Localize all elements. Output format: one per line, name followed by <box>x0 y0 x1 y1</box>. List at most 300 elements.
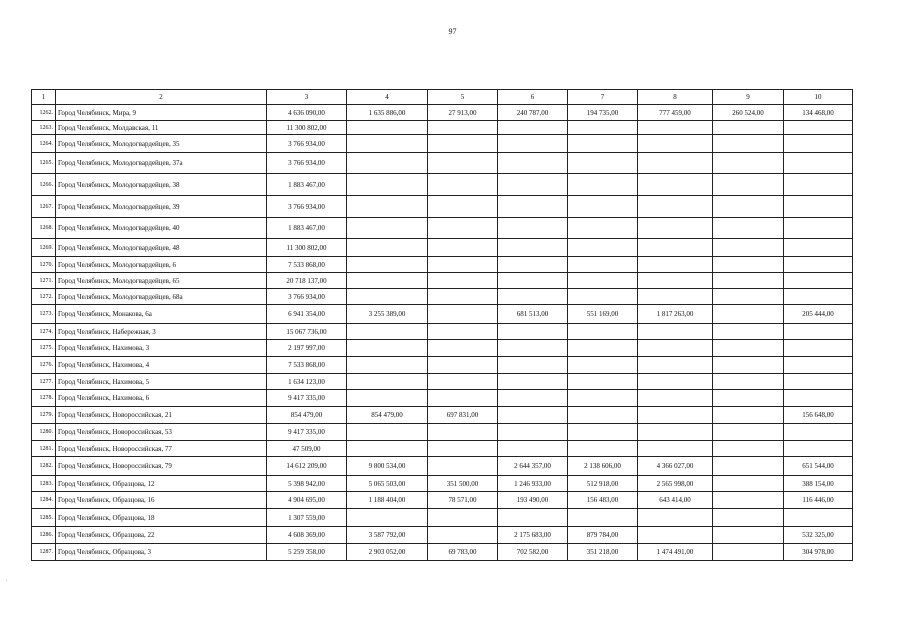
amount-cell <box>498 257 568 273</box>
address-cell: Город Челябинск, Образцова, 18 <box>56 509 267 527</box>
amount-cell <box>784 153 853 174</box>
address-cell: Город Челябинск, Молодогвардейцев, 38 <box>56 174 267 196</box>
column-header: 7 <box>568 90 638 105</box>
amount-cell: 3 587 792,00 <box>347 527 428 544</box>
address-cell: Город Челябинск, Образцова, 22 <box>56 527 267 544</box>
address-cell: Город Челябинск, Образцова, 16 <box>56 492 267 509</box>
amount-cell: 1 817 263,00 <box>638 305 713 324</box>
amount-cell <box>347 196 428 218</box>
amount-cell <box>713 289 784 305</box>
column-header: 5 <box>428 90 498 105</box>
amount-cell: 69 783,00 <box>428 544 498 561</box>
amount-cell <box>638 527 713 544</box>
table-row <box>32 544 853 561</box>
amount-cell: 9 417 335,00 <box>267 390 347 407</box>
amount-cell <box>428 441 498 457</box>
amount-cell <box>498 174 568 196</box>
amount-cell <box>784 357 853 374</box>
amount-cell <box>347 135 428 153</box>
amount-cell <box>784 135 853 153</box>
amount-cell <box>638 509 713 527</box>
amount-cell <box>784 424 853 441</box>
amount-cell <box>713 424 784 441</box>
amount-cell <box>428 390 498 407</box>
table-row <box>32 527 853 544</box>
row-number: 1280. <box>32 424 56 441</box>
amount-cell <box>498 374 568 390</box>
amount-cell <box>638 407 713 424</box>
amount-cell <box>784 239 853 257</box>
amount-cell <box>568 218 638 239</box>
amount-cell: 4 636 090,00 <box>267 105 347 121</box>
amount-cell <box>713 492 784 509</box>
amount-cell: 4 366 027,00 <box>638 457 713 476</box>
row-number: 1263. <box>32 121 56 135</box>
amount-cell <box>498 289 568 305</box>
table-row <box>32 135 853 153</box>
amount-cell <box>638 121 713 135</box>
scan-mark: . <box>6 577 8 583</box>
amount-cell <box>498 357 568 374</box>
amount-cell: 2 903 052,00 <box>347 544 428 561</box>
row-number: 1278. <box>32 390 56 407</box>
amount-cell <box>638 357 713 374</box>
row-number: 1264. <box>32 135 56 153</box>
amount-cell <box>568 153 638 174</box>
amount-cell <box>428 153 498 174</box>
address-cell: Город Челябинск, Мира, 9 <box>56 105 267 121</box>
row-number: 1266. <box>32 174 56 196</box>
amount-cell: 1 307 559,00 <box>267 509 347 527</box>
amount-cell: 14 612 209,00 <box>267 457 347 476</box>
amount-cell <box>713 544 784 561</box>
amount-cell <box>568 324 638 340</box>
amount-cell <box>568 357 638 374</box>
amount-cell: 351 218,00 <box>568 544 638 561</box>
address-cell: Город Челябинск, Образцова, 12 <box>56 476 267 492</box>
row-number: 1272. <box>32 289 56 305</box>
amount-cell: 78 571,00 <box>428 492 498 509</box>
amount-cell: 777 459,00 <box>638 105 713 121</box>
amount-cell <box>568 257 638 273</box>
address-cell: Город Челябинск, Набережная, 3 <box>56 324 267 340</box>
amount-cell <box>713 196 784 218</box>
amount-cell <box>347 257 428 273</box>
address-cell: Город Челябинск, Молодогвардейцев, 68а <box>56 289 267 305</box>
amount-cell <box>713 407 784 424</box>
amount-cell: 116 446,00 <box>784 492 853 509</box>
table-row <box>32 257 853 273</box>
address-cell: Город Челябинск, Молодогвардейцев, 48 <box>56 239 267 257</box>
amount-cell: 879 784,00 <box>568 527 638 544</box>
table-row <box>32 218 853 239</box>
amount-cell <box>428 289 498 305</box>
amount-cell <box>784 257 853 273</box>
amount-cell <box>347 424 428 441</box>
amount-cell <box>428 121 498 135</box>
amount-cell: 5 259 358,00 <box>267 544 347 561</box>
address-cell: Город Челябинск, Нахимова, 6 <box>56 390 267 407</box>
amount-cell <box>784 218 853 239</box>
amount-cell: 9 800 534,00 <box>347 457 428 476</box>
amount-cell: 1 474 491,00 <box>638 544 713 561</box>
table-row <box>32 196 853 218</box>
row-number: 1267. <box>32 196 56 218</box>
amount-cell <box>428 257 498 273</box>
amount-cell <box>784 509 853 527</box>
table-row <box>32 174 853 196</box>
amount-cell <box>498 153 568 174</box>
amount-cell <box>638 257 713 273</box>
amount-cell: 7 533 868,00 <box>267 357 347 374</box>
table-row <box>32 441 853 457</box>
column-header: 6 <box>498 90 568 105</box>
amount-cell <box>784 324 853 340</box>
amount-cell <box>347 289 428 305</box>
row-number: 1265. <box>32 153 56 174</box>
amount-cell <box>713 257 784 273</box>
amount-cell: 3 255 389,00 <box>347 305 428 324</box>
address-cell: Город Челябинск, Молодогвардейцев, 40 <box>56 218 267 239</box>
amount-cell: 5 398 942,00 <box>267 476 347 492</box>
table-row <box>32 289 853 305</box>
amount-cell <box>498 273 568 289</box>
amount-cell: 7 533 868,00 <box>267 257 347 273</box>
address-cell: Город Челябинск, Образцова, 3 <box>56 544 267 561</box>
amount-cell <box>498 390 568 407</box>
amount-cell <box>428 218 498 239</box>
amount-cell <box>784 121 853 135</box>
amount-cell <box>568 424 638 441</box>
amount-cell <box>713 135 784 153</box>
amount-cell <box>498 121 568 135</box>
amount-cell <box>713 174 784 196</box>
column-header: 3 <box>267 90 347 105</box>
address-cell: Город Челябинск, Новороссийская, 21 <box>56 407 267 424</box>
amount-cell: 9 417 335,00 <box>267 424 347 441</box>
amount-cell: 1 883 467,00 <box>267 174 347 196</box>
amount-cell <box>498 135 568 153</box>
row-number: 1283. <box>32 476 56 492</box>
amount-cell <box>428 424 498 441</box>
column-header: 8 <box>638 90 713 105</box>
amount-cell <box>347 174 428 196</box>
row-number: 1275. <box>32 340 56 357</box>
amount-cell <box>638 289 713 305</box>
table-row <box>32 374 853 390</box>
amount-cell <box>498 424 568 441</box>
amount-cell <box>498 509 568 527</box>
amount-cell <box>347 340 428 357</box>
amount-cell: 2 175 683,00 <box>498 527 568 544</box>
amount-cell <box>428 457 498 476</box>
amount-cell <box>568 121 638 135</box>
amount-cell <box>638 153 713 174</box>
amount-cell <box>568 239 638 257</box>
amount-cell: 3 766 934,00 <box>267 289 347 305</box>
amount-cell <box>713 273 784 289</box>
amount-cell <box>638 218 713 239</box>
amount-cell <box>428 374 498 390</box>
table-row <box>32 153 853 174</box>
amount-cell <box>347 374 428 390</box>
column-header: 1 <box>32 90 56 105</box>
amount-cell <box>784 441 853 457</box>
row-number: 1268. <box>32 218 56 239</box>
table-row <box>32 273 853 289</box>
amount-cell: 15 067 736,00 <box>267 324 347 340</box>
amount-cell: 2 138 606,00 <box>568 457 638 476</box>
amount-cell <box>498 239 568 257</box>
amount-cell <box>713 457 784 476</box>
row-number: 1287. <box>32 544 56 561</box>
amount-cell <box>347 509 428 527</box>
amount-cell <box>498 340 568 357</box>
amount-cell: 681 513,00 <box>498 305 568 324</box>
amount-cell <box>713 527 784 544</box>
amount-cell <box>428 324 498 340</box>
table-row <box>32 476 853 492</box>
address-cell: Город Челябинск, Нахимова, 5 <box>56 374 267 390</box>
amount-cell: 20 718 137,00 <box>267 273 347 289</box>
amount-cell: 193 490,00 <box>498 492 568 509</box>
row-number: 1274. <box>32 324 56 340</box>
amount-cell <box>428 305 498 324</box>
column-header: 10 <box>784 90 853 105</box>
amount-cell <box>568 374 638 390</box>
amount-cell <box>568 407 638 424</box>
amount-cell: 651 544,00 <box>784 457 853 476</box>
row-number: 1286. <box>32 527 56 544</box>
amount-cell: 388 154,00 <box>784 476 853 492</box>
amount-cell <box>713 441 784 457</box>
amount-cell: 240 787,00 <box>498 105 568 121</box>
amount-cell: 4 904 695,00 <box>267 492 347 509</box>
amount-cell <box>568 390 638 407</box>
amount-cell: 1 635 886,00 <box>347 105 428 121</box>
amount-cell <box>428 273 498 289</box>
amount-cell <box>568 509 638 527</box>
amount-cell <box>347 239 428 257</box>
row-number: 1262. <box>32 105 56 121</box>
row-number: 1277. <box>32 374 56 390</box>
row-number: 1270. <box>32 257 56 273</box>
amount-cell <box>638 390 713 407</box>
amount-cell: 854 479,00 <box>347 407 428 424</box>
amount-cell <box>713 340 784 357</box>
amount-cell <box>784 340 853 357</box>
amount-cell <box>347 218 428 239</box>
amount-cell: 1 883 467,00 <box>267 218 347 239</box>
amount-cell: 702 582,00 <box>498 544 568 561</box>
amount-cell <box>568 441 638 457</box>
amount-cell <box>784 390 853 407</box>
amount-cell <box>498 324 568 340</box>
amount-cell <box>568 273 638 289</box>
table-row <box>32 509 853 527</box>
column-header: 9 <box>713 90 784 105</box>
row-number: 1284. <box>32 492 56 509</box>
table-row <box>32 121 853 135</box>
amount-cell <box>713 476 784 492</box>
amount-cell <box>428 135 498 153</box>
amount-cell: 2 565 998,00 <box>638 476 713 492</box>
row-number: 1282. <box>32 457 56 476</box>
amount-cell <box>347 273 428 289</box>
amount-cell <box>784 196 853 218</box>
amount-cell: 194 735,00 <box>568 105 638 121</box>
amount-cell <box>498 441 568 457</box>
amount-cell: 156 483,00 <box>568 492 638 509</box>
amount-cell <box>568 340 638 357</box>
amount-cell <box>428 174 498 196</box>
amount-cell <box>638 324 713 340</box>
row-number: 1269. <box>32 239 56 257</box>
amount-cell: 512 918,00 <box>568 476 638 492</box>
amount-cell: 2 644 357,00 <box>498 457 568 476</box>
row-number: 1273. <box>32 305 56 324</box>
amount-cell: 351 500,00 <box>428 476 498 492</box>
register-table <box>31 89 853 561</box>
table-row <box>32 239 853 257</box>
amount-cell <box>638 441 713 457</box>
amount-cell: 1 634 123,00 <box>267 374 347 390</box>
amount-cell <box>428 340 498 357</box>
amount-cell: 3 766 934,00 <box>267 135 347 153</box>
table-row <box>32 407 853 424</box>
column-header: 4 <box>347 90 428 105</box>
amount-cell <box>638 174 713 196</box>
address-cell: Город Челябинск, Молодогвардейцев, 37а <box>56 153 267 174</box>
address-cell: Город Челябинск, Новороссийская, 79 <box>56 457 267 476</box>
address-cell: Город Челябинск, Новороссийская, 77 <box>56 441 267 457</box>
amount-cell <box>713 324 784 340</box>
amount-cell <box>784 289 853 305</box>
amount-cell: 11 300 802,00 <box>267 121 347 135</box>
amount-cell: 2 197 997,00 <box>267 340 347 357</box>
amount-cell: 205 444,00 <box>784 305 853 324</box>
amount-cell: 4 608 369,00 <box>267 527 347 544</box>
amount-cell <box>498 196 568 218</box>
amount-cell <box>428 196 498 218</box>
amount-cell <box>568 196 638 218</box>
amount-cell <box>713 357 784 374</box>
amount-cell: 551 169,00 <box>568 305 638 324</box>
amount-cell: 156 648,00 <box>784 407 853 424</box>
table-row <box>32 340 853 357</box>
page-number: 97 <box>448 27 457 36</box>
amount-cell: 532 325,00 <box>784 527 853 544</box>
address-cell: Город Челябинск, Молдавская, 11 <box>56 121 267 135</box>
row-number: 1279. <box>32 407 56 424</box>
amount-cell <box>713 153 784 174</box>
amount-cell <box>428 357 498 374</box>
table-row <box>32 105 853 121</box>
amount-cell <box>347 153 428 174</box>
amount-cell: 1 246 933,00 <box>498 476 568 492</box>
amount-cell <box>498 218 568 239</box>
amount-cell <box>638 273 713 289</box>
amount-cell <box>568 135 638 153</box>
table-row <box>32 424 853 441</box>
amount-cell: 643 414,00 <box>638 492 713 509</box>
amount-cell: 134 468,00 <box>784 105 853 121</box>
amount-cell <box>713 305 784 324</box>
table-row <box>32 357 853 374</box>
row-number: 1271. <box>32 273 56 289</box>
amount-cell <box>428 239 498 257</box>
amount-cell <box>347 390 428 407</box>
address-cell: Город Челябинск, Молодогвардейцев, 65 <box>56 273 267 289</box>
amount-cell <box>638 374 713 390</box>
amount-cell <box>713 239 784 257</box>
amount-cell: 6 941 354,00 <box>267 305 347 324</box>
amount-cell <box>347 357 428 374</box>
amount-cell: 27 913,00 <box>428 105 498 121</box>
amount-cell <box>568 174 638 196</box>
amount-cell <box>347 121 428 135</box>
amount-cell <box>638 196 713 218</box>
amount-cell <box>347 441 428 457</box>
amount-cell <box>568 289 638 305</box>
amount-cell <box>638 340 713 357</box>
amount-cell: 3 766 934,00 <box>267 153 347 174</box>
address-cell: Город Челябинск, Молодогвардейцев, 6 <box>56 257 267 273</box>
amount-cell: 1 188 404,00 <box>347 492 428 509</box>
amount-cell <box>428 527 498 544</box>
amount-cell: 260 524,00 <box>713 105 784 121</box>
table-row <box>32 305 853 324</box>
amount-cell <box>713 390 784 407</box>
address-cell: Город Челябинск, Новороссийская, 53 <box>56 424 267 441</box>
amount-cell: 697 831,00 <box>428 407 498 424</box>
amount-cell <box>347 324 428 340</box>
table-row <box>32 390 853 407</box>
amount-cell <box>428 509 498 527</box>
address-cell: Город Челябинск, Нахимова, 4 <box>56 357 267 374</box>
amount-cell <box>784 374 853 390</box>
amount-cell: 3 766 934,00 <box>267 196 347 218</box>
amount-cell <box>784 174 853 196</box>
header-row <box>32 90 853 105</box>
column-header: 2 <box>56 90 267 105</box>
amount-cell <box>498 407 568 424</box>
amount-cell: 47 509,00 <box>267 441 347 457</box>
amount-cell: 11 300 802,00 <box>267 239 347 257</box>
amount-cell <box>638 135 713 153</box>
amount-cell <box>784 273 853 289</box>
address-cell: Город Челябинск, Монакова, 6а <box>56 305 267 324</box>
amount-cell <box>713 374 784 390</box>
address-cell: Город Челябинск, Нахимова, 3 <box>56 340 267 357</box>
amount-cell: 854 479,00 <box>267 407 347 424</box>
table-row <box>32 324 853 340</box>
amount-cell <box>713 121 784 135</box>
table-row <box>32 457 853 476</box>
row-number: 1281. <box>32 441 56 457</box>
amount-cell: 5 065 503,00 <box>347 476 428 492</box>
amount-cell <box>638 239 713 257</box>
amount-cell <box>713 509 784 527</box>
amount-cell <box>638 424 713 441</box>
address-cell: Город Челябинск, Молодогвардейцев, 35 <box>56 135 267 153</box>
row-number: 1285. <box>32 509 56 527</box>
table-row <box>32 492 853 509</box>
amount-cell <box>713 218 784 239</box>
address-cell: Город Челябинск, Молодогвардейцев, 39 <box>56 196 267 218</box>
row-number: 1276. <box>32 357 56 374</box>
amount-cell: 304 978,00 <box>784 544 853 561</box>
